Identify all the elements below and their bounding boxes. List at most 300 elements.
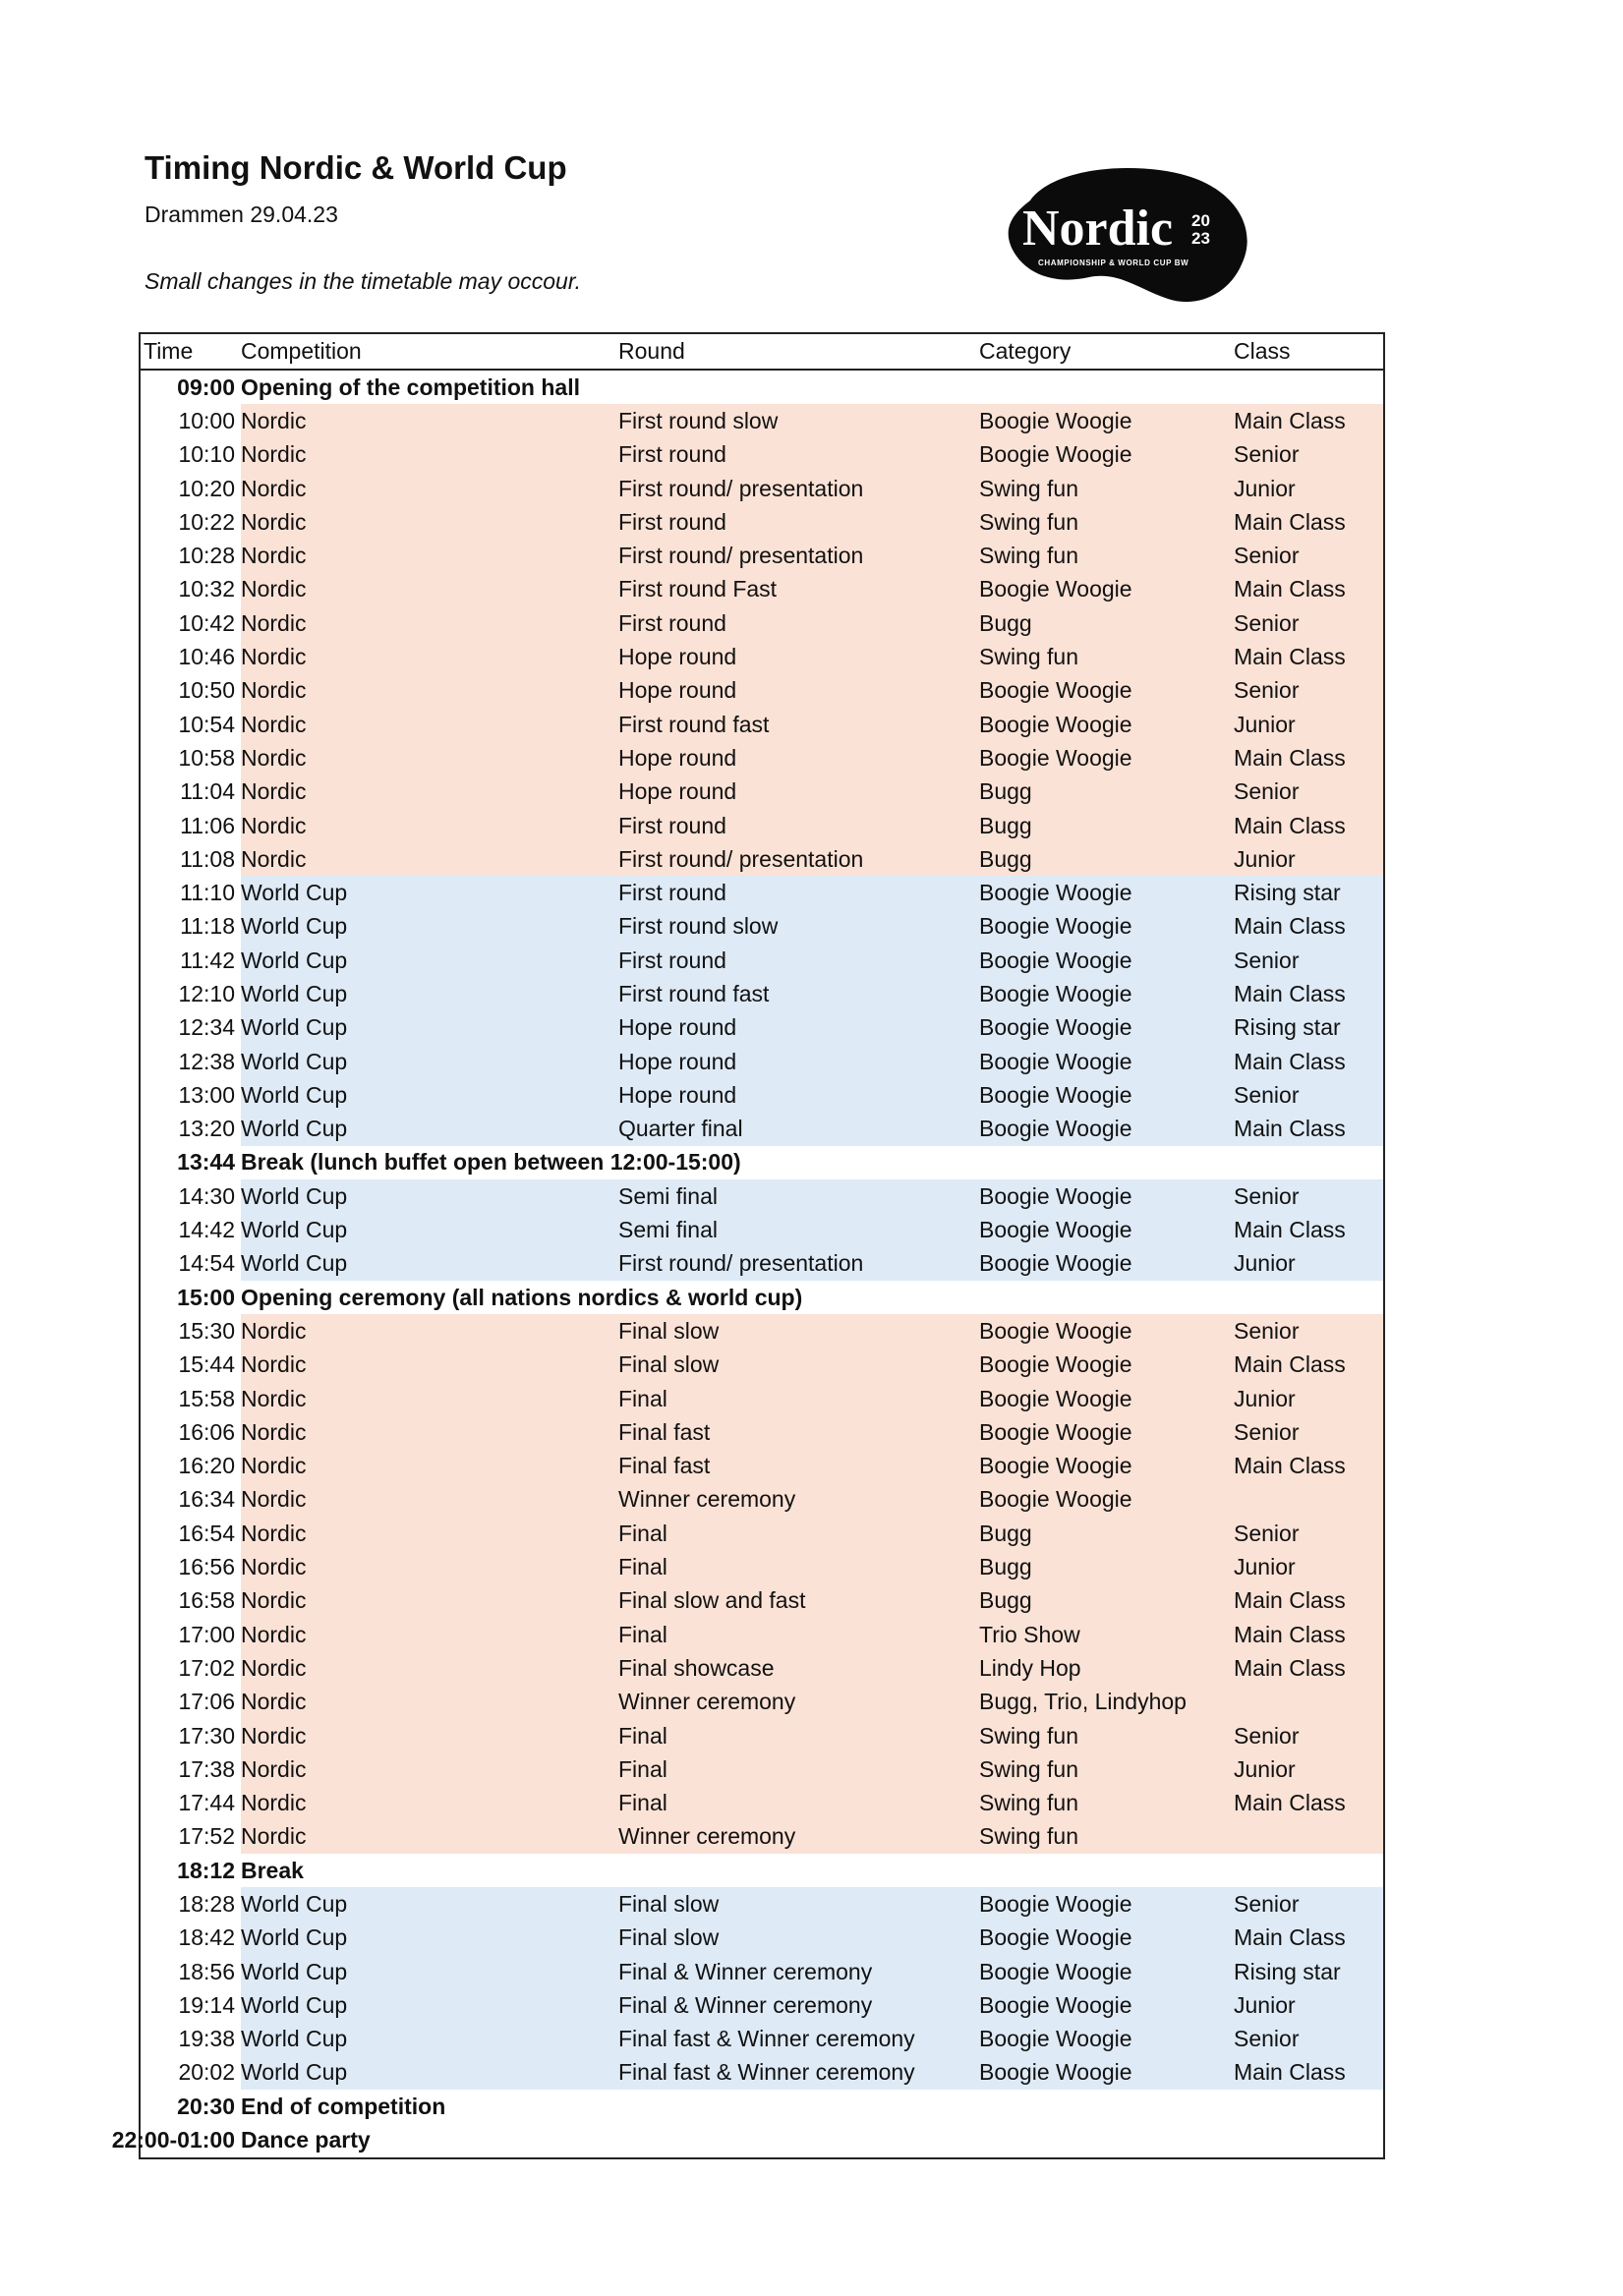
cell-round: Final fast & Winner ceremony (618, 2056, 979, 2090)
cell-class: Rising star (1234, 1955, 1383, 1988)
cell-category: Boogie Woogie (979, 1045, 1234, 1078)
cell-round: Final (618, 1719, 979, 1752)
cell-class: Senior (1234, 606, 1383, 640)
cell-category: Bugg (979, 775, 1234, 809)
cell-class: Senior (1234, 1719, 1383, 1752)
cell-competition: World Cup (241, 1045, 618, 1078)
cell-category: Boogie Woogie (979, 1078, 1234, 1112)
cell-class: Senior (1234, 1415, 1383, 1449)
cell-competition: World Cup (241, 1078, 618, 1112)
cell-category: Boogie Woogie (979, 674, 1234, 708)
table-row (141, 573, 1383, 606)
cell-class (1234, 1820, 1383, 1854)
cell-class: Senior (1234, 1179, 1383, 1213)
cell-class: Rising star (1234, 1011, 1383, 1045)
cell-category: Boogie Woogie (979, 1415, 1234, 1449)
cell-round: First round (618, 606, 979, 640)
page-subtitle: Drammen 29.04.23 (145, 201, 338, 227)
cell-time: 16:56 (178, 1554, 235, 1580)
cell-time: 10:20 (178, 475, 235, 501)
table-header (141, 334, 1383, 371)
table-row (141, 1988, 1383, 2022)
cell-time: 11:42 (180, 947, 235, 973)
cell-round: Winner ceremony (618, 1820, 979, 1854)
cell-class: Main Class (1234, 1450, 1383, 1483)
table-row (141, 708, 1383, 741)
cell-class: Main Class (1234, 1045, 1383, 1078)
cell-time: 11:10 (180, 880, 235, 906)
cell-category: Boogie Woogie (979, 741, 1234, 775)
cell-round: First round (618, 505, 979, 539)
table-row (141, 741, 1383, 775)
table-row (141, 1045, 1383, 1078)
cell-time: 10:10 (178, 441, 235, 468)
cell-competition: World Cup (241, 1247, 618, 1281)
cell-time: 12:10 (178, 980, 235, 1006)
table-row (141, 1651, 1383, 1685)
cell-category: Boogie Woogie (979, 1382, 1234, 1415)
cell-event: End of competition (241, 2093, 446, 2119)
cell-competition: World Cup (241, 1011, 618, 1045)
cell-round: First round/ presentation (618, 1247, 979, 1281)
cell-round: First round (618, 438, 979, 472)
cell-category: Boogie Woogie (979, 1011, 1234, 1045)
table-row (141, 438, 1383, 472)
cell-time: 12:34 (178, 1014, 235, 1041)
cell-competition: World Cup (241, 910, 618, 944)
page-title: Timing Nordic & World Cup (145, 149, 567, 186)
cell-time: 18:56 (178, 1958, 235, 1984)
cell-round: Final (618, 1786, 979, 1819)
cell-time: 16:34 (178, 1486, 235, 1513)
nordic-logo (1001, 161, 1250, 309)
table-row (141, 1247, 1383, 1281)
cell-round: Final & Winner ceremony (618, 1988, 979, 2022)
cell-category: Boogie Woogie (979, 438, 1234, 472)
cell-competition: Nordic (241, 775, 618, 809)
cell-category: Lindy Hop (979, 1651, 1234, 1685)
cell-round: First round slow (618, 910, 979, 944)
cell-category: Boogie Woogie (979, 1922, 1234, 1955)
logo-year-bottom: 23 (1191, 229, 1210, 248)
cell-event: Opening of the competition hall (241, 373, 580, 400)
cell-class: Rising star (1234, 876, 1383, 909)
cell-category: Swing fun (979, 472, 1234, 505)
table-row (141, 505, 1383, 539)
cell-competition: Nordic (241, 438, 618, 472)
cell-competition: Nordic (241, 1584, 618, 1618)
cell-category: Boogie Woogie (979, 910, 1234, 944)
cell-time: 10:54 (178, 711, 235, 737)
cell-competition: Nordic (241, 1550, 618, 1583)
cell-category: Boogie Woogie (979, 573, 1234, 606)
table-row (141, 606, 1383, 640)
cell-time: 15:30 (178, 1317, 235, 1344)
cell-round: Final fast (618, 1450, 979, 1483)
cell-time: 16:54 (178, 1520, 235, 1546)
cell-class: Main Class (1234, 910, 1383, 944)
cell-class: Junior (1234, 708, 1383, 741)
cell-competition: Nordic (241, 404, 618, 437)
cell-competition: Nordic (241, 674, 618, 708)
table-row (141, 1887, 1383, 1921)
cell-time: 18:42 (178, 1924, 235, 1951)
cell-round: Final fast & Winner ceremony (618, 2023, 979, 2056)
cell-time: 13:20 (178, 1116, 235, 1142)
cell-round: Final (618, 1752, 979, 1786)
cell-round: Final (618, 1618, 979, 1651)
table-row (141, 1450, 1383, 1483)
cell-round: Final fast (618, 1415, 979, 1449)
schedule-milestone-row (141, 1281, 1383, 1314)
cell-time: 09:00 (177, 373, 235, 400)
cell-competition: Nordic (241, 539, 618, 572)
cell-category: Boogie Woogie (979, 944, 1234, 977)
cell-round: Final slow and fast (618, 1584, 979, 1618)
cell-competition: Nordic (241, 505, 618, 539)
cell-round: Winner ceremony (618, 1483, 979, 1517)
cell-time: 17:30 (178, 1722, 235, 1749)
cell-category: Bugg (979, 1584, 1234, 1618)
table-row (141, 1179, 1383, 1213)
cell-time: 19:14 (178, 1991, 235, 2018)
table-row (141, 1584, 1383, 1618)
disclaimer-note: Small changes in the timetable may occour. (145, 268, 582, 294)
table-row (141, 1752, 1383, 1786)
cell-category: Boogie Woogie (979, 2056, 1234, 2090)
cell-time: 19:38 (178, 2026, 235, 2052)
cell-class: Main Class (1234, 741, 1383, 775)
cell-category: Boogie Woogie (979, 876, 1234, 909)
cell-time: 16:06 (178, 1418, 235, 1445)
cell-category: Bugg (979, 606, 1234, 640)
cell-competition: Nordic (241, 1820, 618, 1854)
cell-class: Main Class (1234, 1584, 1383, 1618)
table-row (141, 1213, 1383, 1246)
cell-round: First round fast (618, 977, 979, 1010)
cell-category: Boogie Woogie (979, 1988, 1234, 2022)
schedule-milestone-row (141, 1146, 1383, 1179)
cell-round: First round fast (618, 708, 979, 741)
cell-class: Junior (1234, 1382, 1383, 1415)
cell-round: First round Fast (618, 573, 979, 606)
cell-competition: Nordic (241, 1786, 618, 1819)
cell-time: 17:02 (178, 1654, 235, 1681)
cell-category: Boogie Woogie (979, 1349, 1234, 1382)
cell-time: 15:00 (177, 1284, 235, 1310)
cell-category: Bugg (979, 1517, 1234, 1550)
table-row (141, 1078, 1383, 1112)
cell-class: Main Class (1234, 404, 1383, 437)
cell-competition: Nordic (241, 573, 618, 606)
cell-competition: Nordic (241, 741, 618, 775)
cell-time: 10:58 (178, 744, 235, 771)
schedule-table (111, 332, 1385, 2159)
cell-competition: World Cup (241, 1922, 618, 1955)
table-row (141, 1550, 1383, 1583)
cell-time: 17:06 (178, 1689, 235, 1715)
table-row (141, 2023, 1383, 2056)
cell-competition: World Cup (241, 876, 618, 909)
cell-round: Final (618, 1517, 979, 1550)
cell-time: 14:42 (178, 1217, 235, 1243)
cell-competition: Nordic (241, 1415, 618, 1449)
cell-class: Junior (1234, 1752, 1383, 1786)
cell-category: Swing fun (979, 505, 1234, 539)
cell-time: 17:00 (178, 1621, 235, 1647)
cell-category: Boogie Woogie (979, 1247, 1234, 1281)
table-row (141, 2056, 1383, 2090)
cell-time: 18:28 (178, 1891, 235, 1917)
cell-class: Main Class (1234, 1618, 1383, 1651)
table-row (141, 842, 1383, 876)
table-row (141, 1011, 1383, 1045)
header-category: Category (979, 338, 1072, 364)
table-row (141, 1820, 1383, 1854)
cell-class: Main Class (1234, 1213, 1383, 1246)
table-row (141, 977, 1383, 1010)
cell-time: 17:38 (178, 1755, 235, 1782)
cell-time: 22:00-01:00 (111, 2127, 235, 2153)
cell-time: 17:52 (178, 1823, 235, 1850)
cell-competition: Nordic (241, 1618, 618, 1651)
cell-time: 11:06 (180, 812, 235, 838)
cell-competition: World Cup (241, 1955, 618, 1988)
cell-round: Quarter final (618, 1113, 979, 1146)
cell-category: Swing fun (979, 1820, 1234, 1854)
cell-class: Main Class (1234, 977, 1383, 1010)
cell-category: Swing fun (979, 539, 1234, 572)
cell-competition: World Cup (241, 2023, 618, 2056)
cell-class: Main Class (1234, 1922, 1383, 1955)
cell-time: 16:20 (178, 1453, 235, 1479)
cell-round: First round (618, 876, 979, 909)
cell-class: Main Class (1234, 1349, 1383, 1382)
table-row (141, 1382, 1383, 1415)
cell-competition: Nordic (241, 640, 618, 673)
table-row (141, 404, 1383, 437)
cell-class: Main Class (1234, 809, 1383, 842)
cell-competition: Nordic (241, 1686, 618, 1719)
cell-time: 20:30 (177, 2093, 235, 2119)
table-row (141, 1719, 1383, 1752)
table-row (141, 1517, 1383, 1550)
cell-class: Junior (1234, 1247, 1383, 1281)
table-row (141, 1483, 1383, 1517)
cell-round: First round slow (618, 404, 979, 437)
table-row (141, 1955, 1383, 1988)
cell-competition: World Cup (241, 977, 618, 1010)
cell-class (1234, 1483, 1383, 1517)
cell-category: Boogie Woogie (979, 1450, 1234, 1483)
cell-competition: World Cup (241, 944, 618, 977)
header-time: Time (144, 338, 194, 364)
cell-time: 10:28 (178, 543, 235, 569)
cell-class: Senior (1234, 775, 1383, 809)
logo-tagline: CHAMPIONSHIP & WORLD CUP BW (1038, 258, 1189, 267)
cell-category: Boogie Woogie (979, 977, 1234, 1010)
cell-time: 11:18 (180, 913, 235, 940)
cell-time: 17:44 (178, 1790, 235, 1816)
cell-round: Hope round (618, 741, 979, 775)
cell-event: Break (lunch buffet open between 12:00-15:00) (241, 1149, 741, 1176)
cell-competition: Nordic (241, 842, 618, 876)
cell-round: Final (618, 1550, 979, 1583)
cell-round: First round (618, 809, 979, 842)
cell-round: Hope round (618, 1045, 979, 1078)
table-row (141, 1786, 1383, 1819)
cell-class: Junior (1234, 842, 1383, 876)
table-row (141, 674, 1383, 708)
cell-class: Junior (1234, 1988, 1383, 2022)
cell-competition: Nordic (241, 606, 618, 640)
cell-class: Senior (1234, 438, 1383, 472)
cell-category: Boogie Woogie (979, 1483, 1234, 1517)
cell-category: Swing fun (979, 1786, 1234, 1819)
cell-class: Senior (1234, 1078, 1383, 1112)
cell-class: Junior (1234, 472, 1383, 505)
cell-competition: World Cup (241, 1213, 618, 1246)
cell-category: Swing fun (979, 1752, 1234, 1786)
cell-time: 15:44 (178, 1351, 235, 1378)
cell-time: 13:00 (178, 1081, 235, 1108)
cell-category: Boogie Woogie (979, 1179, 1234, 1213)
cell-category: Boogie Woogie (979, 1113, 1234, 1146)
schedule-milestone-row (111, 2123, 1383, 2156)
cell-round: Final slow (618, 1349, 979, 1382)
table-row (141, 472, 1383, 505)
cell-class: Junior (1234, 1550, 1383, 1583)
table-row (141, 539, 1383, 572)
cell-class: Main Class (1234, 1651, 1383, 1685)
cell-round: First round/ presentation (618, 539, 979, 572)
cell-time: 14:54 (178, 1250, 235, 1277)
cell-class: Senior (1234, 1517, 1383, 1550)
cell-event: Break (241, 1857, 304, 1883)
schedule-milestone-row (141, 1854, 1383, 1887)
cell-time: 10:00 (178, 407, 235, 433)
cell-round: Hope round (618, 674, 979, 708)
cell-round: Final slow (618, 1314, 979, 1348)
cell-round: First round/ presentation (618, 472, 979, 505)
cell-category: Bugg, Trio, Lindyhop (979, 1686, 1234, 1719)
logo-graphic (1001, 161, 1250, 309)
cell-competition: World Cup (241, 1113, 618, 1146)
cell-competition: Nordic (241, 1752, 618, 1786)
cell-round: Final showcase (618, 1651, 979, 1685)
cell-event: Dance party (241, 2127, 371, 2153)
cell-round: Winner ceremony (618, 1686, 979, 1719)
header-class: Class (1234, 338, 1291, 364)
cell-class: Senior (1234, 1887, 1383, 1921)
table-row (141, 876, 1383, 909)
cell-category: Boogie Woogie (979, 708, 1234, 741)
cell-category: Swing fun (979, 1719, 1234, 1752)
cell-time: 20:02 (178, 2059, 235, 2086)
cell-class: Senior (1234, 674, 1383, 708)
cell-round: Semi final (618, 1213, 979, 1246)
cell-category: Boogie Woogie (979, 1314, 1234, 1348)
cell-competition: World Cup (241, 1179, 618, 1213)
cell-competition: Nordic (241, 708, 618, 741)
schedule-milestone-row (141, 371, 1383, 404)
cell-competition: Nordic (241, 1651, 618, 1685)
cell-category: Bugg (979, 1550, 1234, 1583)
cell-round: Final (618, 1382, 979, 1415)
table-row (141, 1922, 1383, 1955)
cell-category: Boogie Woogie (979, 1955, 1234, 1988)
cell-competition: Nordic (241, 1483, 618, 1517)
cell-class: Main Class (1234, 1113, 1383, 1146)
cell-round: Hope round (618, 1078, 979, 1112)
cell-time: 18:12 (177, 1857, 235, 1883)
cell-time: 12:38 (178, 1048, 235, 1074)
cell-category: Trio Show (979, 1618, 1234, 1651)
cell-class: Main Class (1234, 573, 1383, 606)
cell-time: 11:04 (180, 778, 235, 805)
table-row (141, 1113, 1383, 1146)
cell-competition: World Cup (241, 2056, 618, 2090)
cell-time: 10:42 (178, 609, 235, 636)
logo-wordmark: Nordic (1022, 201, 1174, 257)
cell-category: Bugg (979, 809, 1234, 842)
schedule-milestone-row (141, 2090, 1383, 2123)
cell-time: 10:46 (178, 644, 235, 670)
cell-class: Senior (1234, 539, 1383, 572)
cell-competition: Nordic (241, 1719, 618, 1752)
cell-round: Hope round (618, 775, 979, 809)
cell-class: Main Class (1234, 1786, 1383, 1819)
table-row (141, 640, 1383, 673)
cell-round: Final & Winner ceremony (618, 1955, 979, 1988)
cell-round: First round (618, 944, 979, 977)
cell-time: 10:50 (178, 677, 235, 704)
cell-time: 15:58 (178, 1385, 235, 1411)
cell-competition: World Cup (241, 1887, 618, 1921)
cell-round: Final slow (618, 1887, 979, 1921)
cell-competition: Nordic (241, 1517, 618, 1550)
cell-time: 10:32 (178, 576, 235, 603)
cell-competition: Nordic (241, 1450, 618, 1483)
table-row (141, 1349, 1383, 1382)
cell-class: Senior (1234, 944, 1383, 977)
cell-class: Senior (1234, 1314, 1383, 1348)
logo-year-top: 20 (1191, 211, 1210, 230)
table-row (141, 944, 1383, 977)
cell-class: Main Class (1234, 505, 1383, 539)
cell-category: Boogie Woogie (979, 404, 1234, 437)
cell-time: 16:58 (178, 1587, 235, 1614)
table-row (141, 910, 1383, 944)
table-row (141, 1314, 1383, 1348)
cell-round: Final slow (618, 1922, 979, 1955)
cell-competition: Nordic (241, 1382, 618, 1415)
table-row (141, 775, 1383, 809)
cell-competition: Nordic (241, 809, 618, 842)
cell-competition: Nordic (241, 1349, 618, 1382)
header-competition: Competition (241, 338, 362, 364)
cell-time: 13:44 (177, 1149, 235, 1176)
table-row (141, 1618, 1383, 1651)
cell-time: 11:08 (180, 845, 235, 872)
cell-competition: World Cup (241, 1988, 618, 2022)
table-row (141, 809, 1383, 842)
table-row (141, 1686, 1383, 1719)
cell-time: 14:30 (178, 1182, 235, 1209)
cell-class: Main Class (1234, 2056, 1383, 2090)
table-body (111, 371, 1383, 2157)
cell-category: Boogie Woogie (979, 2023, 1234, 2056)
